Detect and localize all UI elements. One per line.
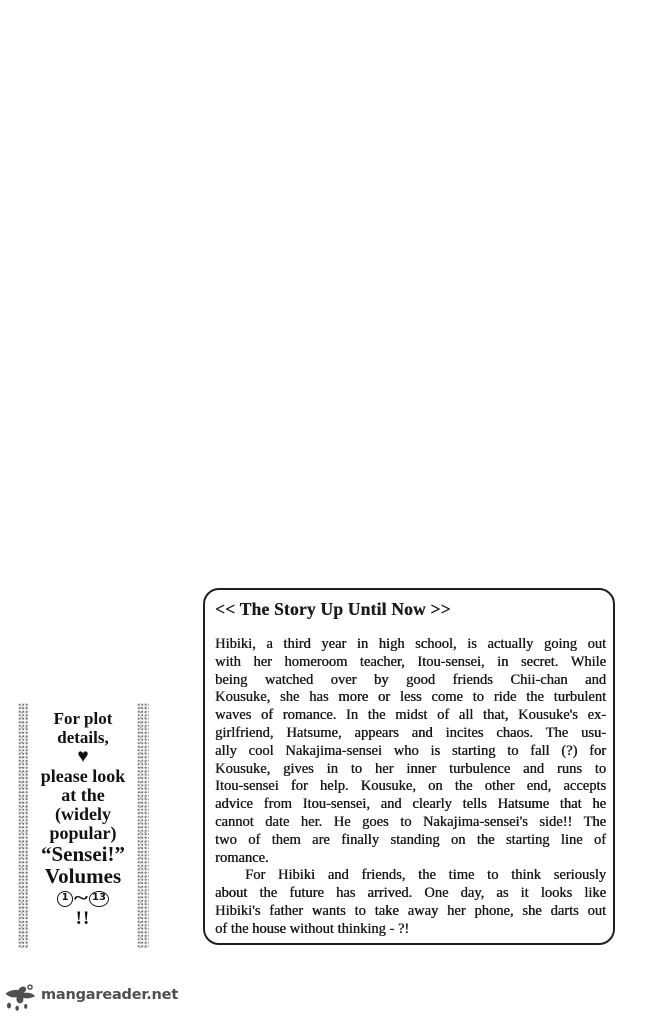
tilde-glyph: ~ <box>74 888 88 910</box>
story-line: Itou-sensei for help. Kousuke, on the other end, accepts <box>215 778 606 795</box>
story-summary-box <box>203 588 615 945</box>
plot-note-line: popular) <box>49 823 117 843</box>
story-line: advice from Itou-sensei, and clearly tells Hatsume that he <box>215 796 606 813</box>
story-line: with her homeroom teacher, Itou-sensei, in secret. While <box>215 653 606 670</box>
halftone-strip-right <box>137 703 149 948</box>
story-line: about the future has arrived. One day, as it looks like <box>215 885 606 902</box>
plot-note-text <box>31 710 135 928</box>
story-line: cannot date her. He goes to Nakajima-sensei's side!! The <box>215 813 606 830</box>
exclamation-marks: !! <box>75 908 91 930</box>
story-line: Kousuke, she has more or less come to ride the turbulent <box>215 689 606 706</box>
watermark-text: mangareader.net <box>41 987 179 1003</box>
plot-note-line: please look <box>40 766 126 786</box>
halftone-strip-left <box>18 703 29 948</box>
heart-icon: ♥ <box>77 746 89 767</box>
mangareader-logo-icon <box>3 981 39 1013</box>
sensei-title: “Sensei!” <box>41 842 125 866</box>
story-title: << The Story Up Until Now >> <box>215 599 451 619</box>
story-line: Hibiki's father wants to take away her phone, she darts out <box>215 902 606 919</box>
story-line: of the house without thinking - ?! <box>215 920 410 937</box>
story-line: being watched over by good friends Chii-chan and <box>215 671 606 688</box>
story-line: Hibiki, a third year in high school, is actually going out <box>215 636 606 652</box>
story-line: girlfriend, Hatsume, appears and incites chaos. The usu- <box>215 724 606 741</box>
plot-note-line: (widely <box>55 804 111 824</box>
story-line: waves of romance. In the midst of all that, Kousuke's ex- <box>215 707 606 724</box>
plot-note-line: For plot <box>53 709 113 728</box>
watermark <box>3 981 178 1013</box>
volume-range <box>31 888 135 909</box>
story-line: two of them are finally standing on the starting line of <box>215 831 606 848</box>
story-line: For Hibiki and friends, the time to think seriously <box>245 867 606 884</box>
plot-note-line: details, <box>57 727 109 747</box>
story-line: Kousuke, gives in to her inner turbulence and runs to <box>215 760 606 777</box>
story-line: ally cool Nakajima-sensei who is starting to fall (?) for <box>215 742 606 759</box>
plot-note <box>18 703 149 948</box>
plot-note-line: Volumes <box>44 864 122 888</box>
plot-note-line: at the <box>61 785 105 805</box>
story-line: romance. <box>215 849 269 866</box>
volume-to-badge: 13 <box>89 891 109 907</box>
volume-from-badge: 1 <box>57 891 73 907</box>
story-text <box>215 636 606 939</box>
